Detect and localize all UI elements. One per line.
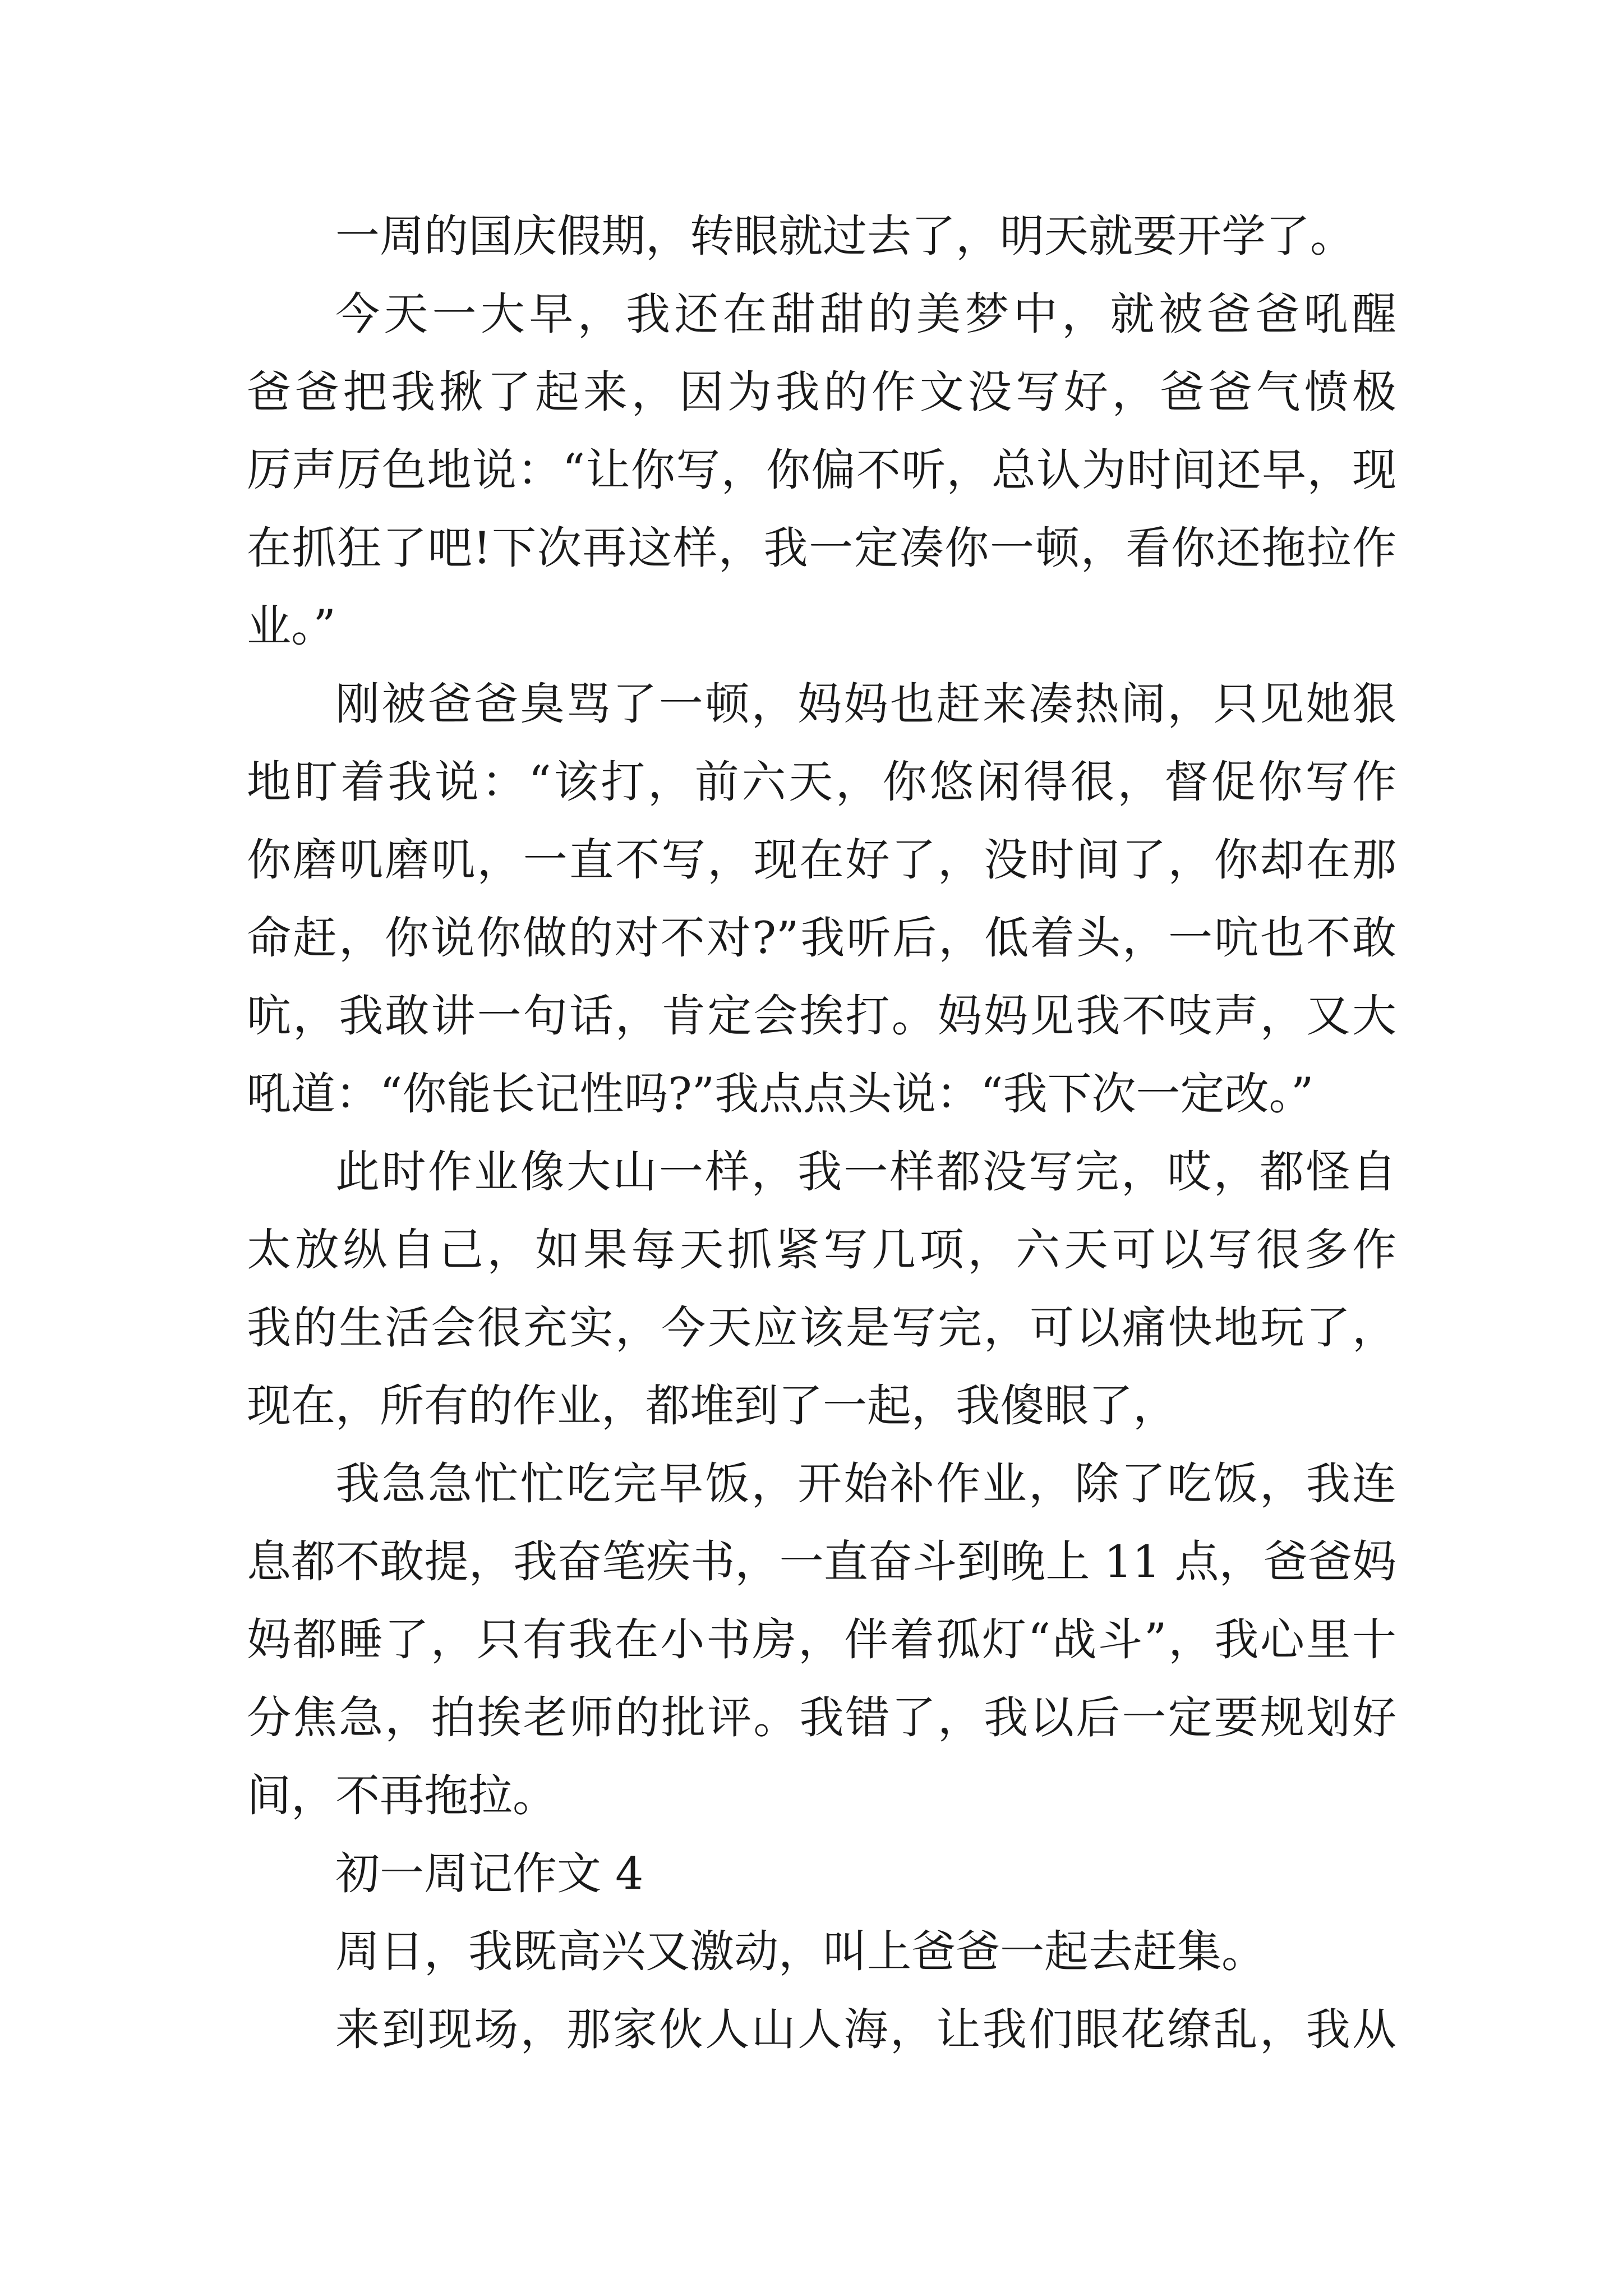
text-line: 地盯着我说：“该打，前六天，你悠闲得很，督促你写作 [247,756,1396,808]
text-line: 来到现场，那家伙人山人海，让我们眼花缭乱，我从 [335,2004,1396,2055]
text-line: 我的生活会很充实，今天应该是写完，可以痛快地玩了， [247,1302,1396,1354]
text-line: 息都不敢提，我奋笔疾书，一直奋斗到晚上 11 点，爸爸妈 [247,1536,1396,1588]
text-line: 周日，我既高兴又激动，叫上爸爸一起去赶集。 [335,1926,1266,1977]
text-line: 现在，所有的作业，都堆到了一起，我傻眼了， [247,1380,1177,1432]
text-line: 厉声厉色地说：“让你写，你偏不听，总认为时间还早，现 [247,444,1396,496]
text-line: 爸爸把我揪了起来，因为我的作文没写好，爸爸气愤极 [247,366,1396,418]
text-line: 太放纵自己，如果每天抓紧写几项，六天可以写很多作 [247,1224,1396,1276]
text-line: 我急急忙忙吃完早饭，开始补作业，除了吃饭，我连 [335,1458,1396,1510]
text-line: 命赶，你说你做的对不对?”我听后，低着头，一吭也不敢 [247,912,1396,964]
text-line: 在抓狂了吧!下次再这样，我一定凑你一顿，看你还拖拉作 [247,522,1396,574]
text-line: 你磨叽磨叽，一直不写，现在好了，没时间了，你却在那 [247,834,1396,886]
text-line: 业。” [247,600,336,652]
text-line: 吭，我敢讲一句话，肯定会挨打。妈妈见我不吱声，又大 [247,990,1396,1042]
text-line: 吼道：“你能长记性吗?”我点点头说：“我下次一定改。” [247,1068,1314,1120]
essay-body [247,197,1396,2069]
text-line: 今天一大早，我还在甜甜的美梦中，就被爸爸吼醒 [335,288,1396,340]
section-heading: 初一周记作文 4 [335,1848,644,1899]
text-line: 刚被爸爸臭骂了一顿，妈妈也赶来凑热闹，只见她狠 [335,678,1396,730]
text-line: 一周的国庆假期，转眼就过去了，明天就要开学了。 [335,210,1354,262]
text-line: 间，不再拖拉。 [247,1770,557,1821]
text-line: 分焦急，拍挨老师的批评。我错了，我以后一定要规划好 [247,1692,1396,1743]
text-line: 此时作业像大山一样，我一样都没写完，哎，都怪自 [335,1146,1396,1198]
text-line: 妈都睡了，只有我在小书房，伴着孤灯“战斗”，我心里十 [247,1614,1396,1665]
